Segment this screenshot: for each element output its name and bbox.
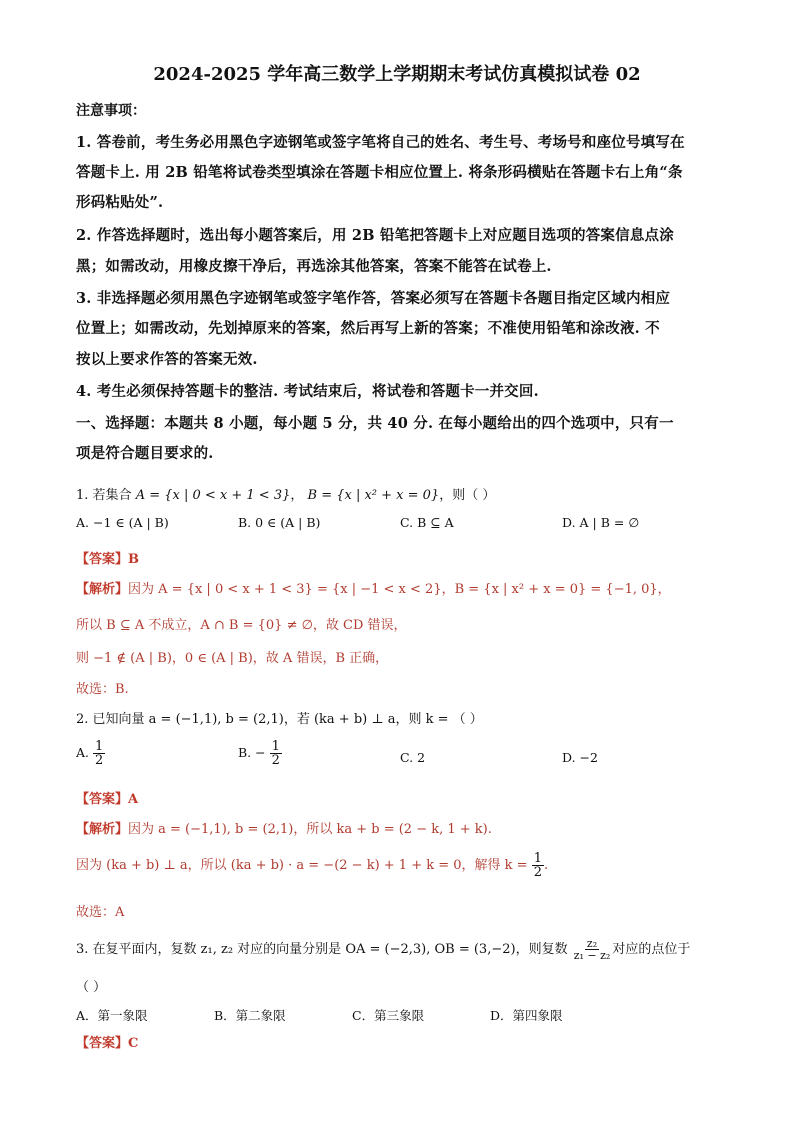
option-a: A．第一象限 [76, 1008, 148, 1023]
set-a: A = {x | 0 < x + 1 < 3} [135, 488, 291, 503]
option-b: B．第二象限 [214, 1008, 286, 1023]
notice-line: 4. 考生必须保持答题卡的整洁. 考试结束后，将试卷和答题卡一并交回. [76, 383, 539, 400]
notice-line: 形码粘贴处”. [76, 194, 164, 211]
question-1-stem: 1. 若集合 A = {x | 0 < x + 1 < 3}， B = {x | x² + x = 0}，则（ ） [76, 488, 496, 503]
solution-line: 所以 B ⊆ A 不成立，A ∩ B = {0} ≠ ∅，故 CD 错误， [76, 618, 407, 633]
option-c: C．第三象限 [352, 1008, 425, 1023]
notice-line: 位置上；如需改动，先划掉原来的答案，然后再写上新的答案；不准使用铅笔和涂改液. 不 [76, 320, 660, 337]
notice-line: 3. 非选择题必须用黑色字迹钢笔或签字笔作答，答案必须写在答题卡各题目指定区域内相应 [76, 290, 671, 307]
solution-line: 【解析】因为 a = (−1,1), b = (2,1)，所以 ka + b = (2 − k, 1 + k). [76, 822, 492, 837]
notice-line: 答题卡上. 用 2B 铅笔将试卷类型填涂在答题卡相应位置上. 将条形码横贴在答题卡右上角“条 [76, 164, 683, 181]
section-heading: 一、选择题：本题共 8 小题，每小题 5 分，共 40 分. 在每小题给出的四个选项中，只有一 [76, 415, 674, 432]
answer-label: 【答案】A [76, 792, 139, 807]
option-b: B. 0 ∈ (A | B) [238, 515, 321, 530]
option-b: B. − $\frac{1}{2}$ [238, 739, 280, 768]
option-a: A. −1 ∈ (A | B) [76, 515, 169, 530]
notice-line: 黑；如需改动，用橡皮擦干净后，再选涂其他答案，答案不能答在试卷上. [76, 258, 552, 275]
page-title: 2024-2025 学年高三数学上学期期末考试仿真模拟试卷 02 [153, 64, 641, 85]
option-c: C. B ⊆ A [400, 515, 454, 530]
solution-line: 故选：A [76, 905, 125, 920]
option-c: C. 2 [400, 750, 426, 765]
notice-line: 按以上要求作答的答案无效. [76, 351, 258, 368]
option-d: D. −2 [562, 750, 598, 765]
notice-heading: 注意事项： [76, 103, 146, 119]
question-3-paren: （ ） [76, 980, 107, 995]
answer-label: 【答案】C [76, 1036, 139, 1051]
notice-line: 2. 作答选择题时，选出每小题答案后，用 2B 铅笔把答题卡上对应题目选项的答案信息点涂 [76, 227, 674, 244]
option-a: A. $\frac{1}{2}$ [76, 739, 104, 768]
solution-line: 故选：B. [76, 682, 129, 697]
option-d: D．第四象限 [490, 1008, 563, 1023]
solution-line: 因为 (ka + b) ⊥ a，所以 (ka + b) · a = −(2 − k) + 1 + k = 0，解得 k = $\frac{1}{2}$ . [76, 851, 549, 880]
option-d: D. A | B = ∅ [562, 515, 640, 530]
question-3-stem: 3. 在复平面内，复数 z₁, z₂ 对应的向量分别是 OA = (−2,3), OB = (3,−2)，则复数 $\frac{\text{z₂}}{\text{z₁ − z₂}}$ 对应的点位于 [76, 937, 691, 962]
section-heading: 项是符合题目要求的. [76, 445, 214, 462]
solution-line: 【解析】因为 A = {x | 0 < x + 1 < 3} = {x | −1 < x < 2}，B = {x | x² + x = 0} = {−1, 0}， [76, 582, 671, 597]
set-b: B = {x | x² + x = 0} [307, 488, 440, 503]
question-2-stem: 2. 已知向量 a = (−1,1), b = (2,1)，若 (ka + b) ⊥ a，则 k = （ ） [76, 712, 483, 727]
solution-line: 则 −1 ∉ (A | B)，0 ∈ (A | B)，故 A 错误，B 正确， [76, 651, 389, 666]
answer-label: 【答案】B [76, 552, 139, 567]
notice-line: 1. 答卷前，考生务必用黑色字迹钢笔或签字笔将自己的姓名、考生号、考场号和座位号填写在 [76, 134, 685, 151]
